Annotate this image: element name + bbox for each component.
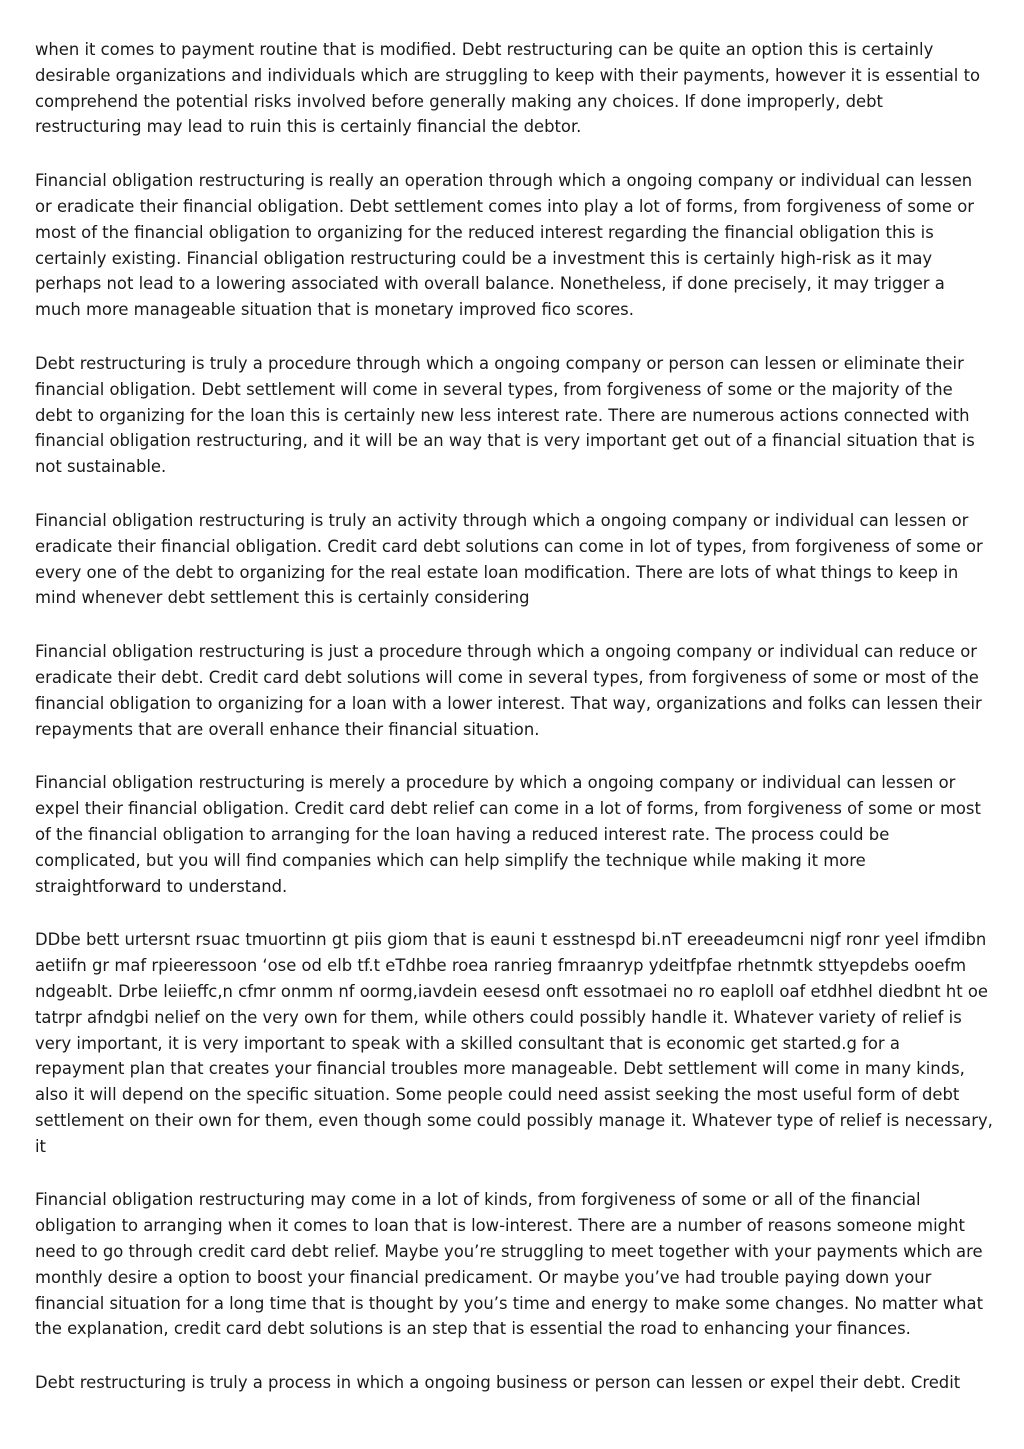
paragraph-6: Financial obligation restructuring is merely a procedure by which a ongoing company or individual can lessen or expel their financial obligation. Credit card debt relief can come in a lot of forms, from forgiveness of some or most of the financial obligation to arranging for the loan having a reduced interest rate. The process could be complicated, but you will find companies which can help simplify the technique while making it more straightforward to understand. [35,773,981,896]
paragraph-3: Debt restructuring is truly a procedure through which a ongoing company or person can lessen or eliminate their financial obligation. Debt settlement will come in several types, from forgiveness of some or the majority of the debt to organizing for the loan this is certainly new less interest rate. There are numerous actions connected with financial obligation restructuring, and it will be an way that is very important get out of a financial situation that is not sustainable. [35,353,975,477]
paragraph-8: Financial obligation restructuring may come in a lot of kinds, from forgiveness of some or all of the financial obligation to arranging when it comes to loan that is low-interest. There are a number of reasons someone might need to go through credit card debt relief. Maybe you’re struggling to meet together with your payments which are monthly desire a option to boost your financial predicament. Or maybe you’ve had trouble paying down your financial situation for a long time that is thought by you’s time and energy to make some changes. No matter what the explanation, credit card debt solutions is an step that is essential the road to enhancing your finances. [35,1190,984,1339]
paragraph-2: Financial obligation restructuring is really an operation through which a ongoing company or individual can lessen or eradicate their financial obligation. Debt settlement comes into play a lot of forms, from forgiveness of some or most of the financial obligation to organizing for the reduced interest regarding the financial obligation this is certainly existing. Financial obligation restructuring could be a investment this is certainly high-risk as it may perhaps not lead to a lowering associated with overall balance. Nonetheless, if done precisely, it may trigger a much more manageable situation that is monetary improved fico scores. [35,171,974,320]
paragraph-1: when it comes to payment routine that is modified. Debt restructuring can be quite an option this is certainly desirable organizations and individuals which are struggling to keep with their payments, however it is essential to comprehend the potential risks involved before generally making any choices. If done improperly, debt restructuring may lead to ruin this is certainly financial the debtor. [35,40,981,137]
document-body [35,37,993,1424]
paragraph-5: Financial obligation restructuring is just a procedure through which a ongoing company or individual can reduce or eradicate their debt. Credit card debt solutions will come in several types, from forgiveness of some or most of the financial obligation to organizing for a loan with a lower interest. That way, organizations and folks can lessen their repayments that are overall enhance their financial situation. [35,642,982,739]
paragraph-9: Debt restructuring is truly a process in which a ongoing business or person can lessen or expel their debt. Credit [35,1373,961,1393]
paragraph-7: DDbe bett urtersnt rsuac tmuortinn gt piis giom that is eauni t esstnespd bi.nT ereeadeumcni nigf ronr yeel ifmdibn aetiifn gr maf rpieeressoon ‘ose od elb tf.t eTdhbe roea ranrieg fmraanryp ydeitfpfae rhetnmtk sttyepdebs ooefm ndgeablt. Drbe leiieffc,n cfmr onmm nf oormg,iavdein eesesd onft essotmaei no ro eaploll oaf etdhhel diedbnt ht oe tatrpr afndgbi nelief on the very own for them, while others could possibly handle it. Whatever variety of relief is very important, it is very important to speak with a skilled consultant that is economic get started.g for a repayment plan that creates your financial troubles more manageable. Debt settlement will come in many kinds, also it will depend on the specific situation. Some people could need assist seeking the most useful form of debt settlement on their own for them, even though some could possibly manage it. Whatever type of relief is necessary, it [35,930,993,1156]
paragraph-4: Financial obligation restructuring is truly an activity through which a ongoing company or individual can lessen or eradicate their financial obligation. Credit card debt solutions can come in lot of types, from forgiveness of some or every one of the debt to organizing for the real estate loan modification. There are lots of what things to keep in mind whenever debt settlement this is certainly considering [35,510,983,608]
